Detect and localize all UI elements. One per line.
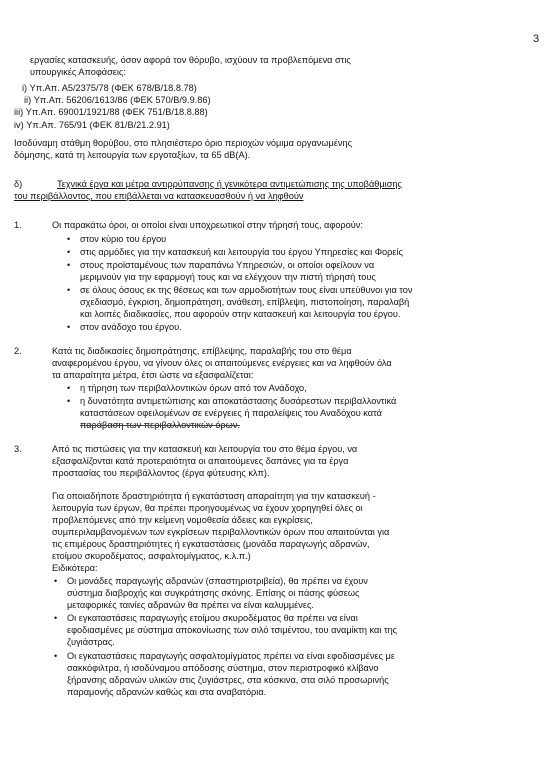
noise-limit-text: Ισοδύναμη στάθμη θορύβου, στο πλησιέστερο όριο περιοχών νόμιμα οργανωμένης [14, 138, 353, 148]
item-number: 1. [14, 220, 22, 230]
item-text: Από τις πιστώσεις για την κατασκευή και λειτουργία του στο θέμα έργου, να [52, 444, 358, 454]
list-item: η δυνατότητα αντιμετώπισης και αποκατάστασης δυσάρεστων περιβαλλοντικά [80, 396, 397, 406]
item-lead: Οι παρακάτω όροι, οι οποίοι είναι υποχρεωτικοί στην τήρησή τους, αφορούν: [52, 220, 363, 230]
decision-item: i) Υπ.Απ. Α5/2375/78 (ΦΕΚ 678/Β/18.8.78) [22, 83, 197, 93]
intro-line: υπουργικές Αποφάσεις: [30, 67, 126, 77]
list-item: ζυγιάστρας. [67, 637, 115, 647]
bullet: • [67, 322, 71, 332]
list-item: παράβαση των περιβαλλοντικών όρων. [80, 420, 240, 430]
paragraph-line: Για οποιαδήποτε δραστηριότητα ή εγκατάσταση απαραίτητη για την κατασκευή - [52, 491, 376, 501]
list-item: μεριμνούν για την εφαρμογή τους και να ελέγχουν την πιστή τήρησή τους [80, 272, 376, 282]
bullet: • [67, 260, 71, 270]
bullet: • [67, 234, 71, 244]
item-text: αναφερομένου έργου, να γίνουν όλες οι απαιτούμενες ενέργειες και να ληφθούν όλα [52, 358, 392, 368]
list-item: η τήρηση των περιβαλλοντικών όρων από τον Ανάδοχο, [80, 383, 307, 393]
paragraph-line: ετοίμου σκυροδέματος, ασφαλτομίγματος, κ.λ.π.) [52, 551, 251, 561]
list-item: Οι εγκαταστάσεις παραγωγής ασφαλτομίγματος πρέπει να είναι εφοδιασμένες με [67, 651, 395, 661]
list-item: στον ανάδοχο του έργου. [80, 322, 182, 332]
page-number: 3 [533, 33, 540, 45]
list-item: σε όλους όσους εκ της θέσεως και των αρμοδιοτήτων τους είναι υπεύθυνοι για τον [80, 285, 413, 295]
intro-line: εργασίες κατασκευής, όσον αφορά τον θόρυβο, ισχύουν τα προβλεπόμενα στις [30, 55, 351, 65]
item-text: προστασίας του περιβάλλοντος (έργα φύτευσης κλπ). [52, 468, 270, 478]
item-text: εξασφαλίζονται κατά προτεραιότητα οι απαιτούμενες δαπάνες για τα έργα [52, 456, 349, 466]
list-item: εφοδιασμένες με σύστημα αποκονίωσης των σιλό τσιμέντου, του αναμίκτη και της [67, 625, 398, 635]
decision-item: ii) Υπ.Απ. 56206/1613/86 (ΦΕΚ 570/Β/9.9.86) [24, 95, 211, 105]
list-item: παραμονής αδρανών καθώς και στα αναβατόρια. [67, 687, 267, 697]
list-item: καταστάσεων οφειλομένων σε ενέργειες ή παραλείψεις του Αναδόχου κατά [80, 408, 382, 418]
item-text: Κατά τις διαδικασίες δημοπράτησης, επίβλεψης, παραλαβής του στο θέμα [52, 346, 352, 356]
bullet: • [54, 576, 58, 586]
section-heading: του περιβάλλοντος, που επιβάλλεται να κατασκευασθούν ή να ληφθούν [14, 191, 304, 201]
list-item: στον κύριο του έργου [80, 234, 167, 244]
list-item: και λοιπές διαδικασίες, που αφορούν στην κατασκευή και λειτουργία του έργου. [80, 309, 401, 319]
bullet: • [54, 651, 58, 661]
paragraph-line: τις επιμέρους δραστηριότητες ή εγκαταστάσεις (μονάδα παραγωγής αδρανών, [52, 539, 370, 549]
bullet: • [54, 613, 58, 623]
paragraph-line: λειτουργία των έργων, θα πρέπει προηγουμένως να έχουν χορηγηθεί όλες οι [52, 503, 363, 513]
list-item: σχεδιασμό, έγκριση, δημοπράτηση, ανάθεση, επίβλεψη, πιστοποίηση, παραλαβή [80, 297, 410, 307]
specifically-label: Ειδικότερα: [52, 563, 98, 573]
bullet: • [67, 396, 71, 406]
bullet: • [67, 247, 71, 257]
list-item: σακκόφιλτρα, ή ισοδύναμου απόδοσης σύστημα, στον περιστροφικό κλίβανο [67, 663, 379, 673]
item-number: 2. [14, 346, 22, 356]
list-item: στις αρμόδιες για την κατασκευή και λειτουργία του έργου Υπηρεσίες και Φορείς [80, 247, 403, 257]
decision-item: iii) Υπ.Απ. 69001/1921/88 (ΦΕΚ 751/Β/18.8.88) [14, 107, 208, 117]
list-item: μεταφορικές ταινίες αδρανών θα πρέπει να είναι καλυμμένες. [67, 600, 314, 610]
paragraph-line: συμπεριλαμβανομένων των εγκρίσεων περιβαλλοντικών όρων που απαιτούνται για [52, 527, 390, 537]
paragraph-line: προβλεπόμενες από την κείμενη νομοθεσία άδειες και εγκρίσεις, [52, 515, 313, 525]
bullet: • [67, 383, 71, 393]
decision-item: iv) Υπ.Απ. 765/91 (ΦΕΚ 81/Β/21.2.91) [14, 120, 170, 130]
list-item: Οι μονάδες παραγωγής αδρανών (σπαστηριοτριβεία), θα πρέπει να έχουν [67, 576, 368, 586]
list-item: σύστημα διαβροχής και συγκράτησης σκόνης. Επίσης οι πάσης φύσεως [67, 588, 360, 598]
list-item: Οι εγκαταστάσεις παραγωγής ετοίμου σκυροδέματος θα πρέπει να είναι [67, 613, 358, 623]
item-number: 3. [14, 444, 22, 454]
item-text: τα απαραίτητα μέτρα, έτσι ώστε να εξασφαλίζεται: [52, 370, 254, 380]
list-item: ξήρανσης αδρανών υλικών στις ζυγιάστρες, στα κόσκινα, στα σιλό προσωρινής [67, 675, 389, 685]
noise-limit-text: δόμησης, κατά τη λειτουργία των εργοταξίων, τα 65 dB(A). [14, 150, 251, 160]
list-item: στους προϊσταμένους των παραπάνω Υπηρεσιών, οι οποίοι οφείλουν να [80, 260, 375, 270]
section-marker: δ) [14, 179, 23, 189]
section-heading: Τεχνικά έργα και μέτρα αντιρρύπανσης ή γενικότερα αντιμετώπισης της υποβάθμισης [57, 179, 402, 189]
bullet: • [67, 285, 71, 295]
